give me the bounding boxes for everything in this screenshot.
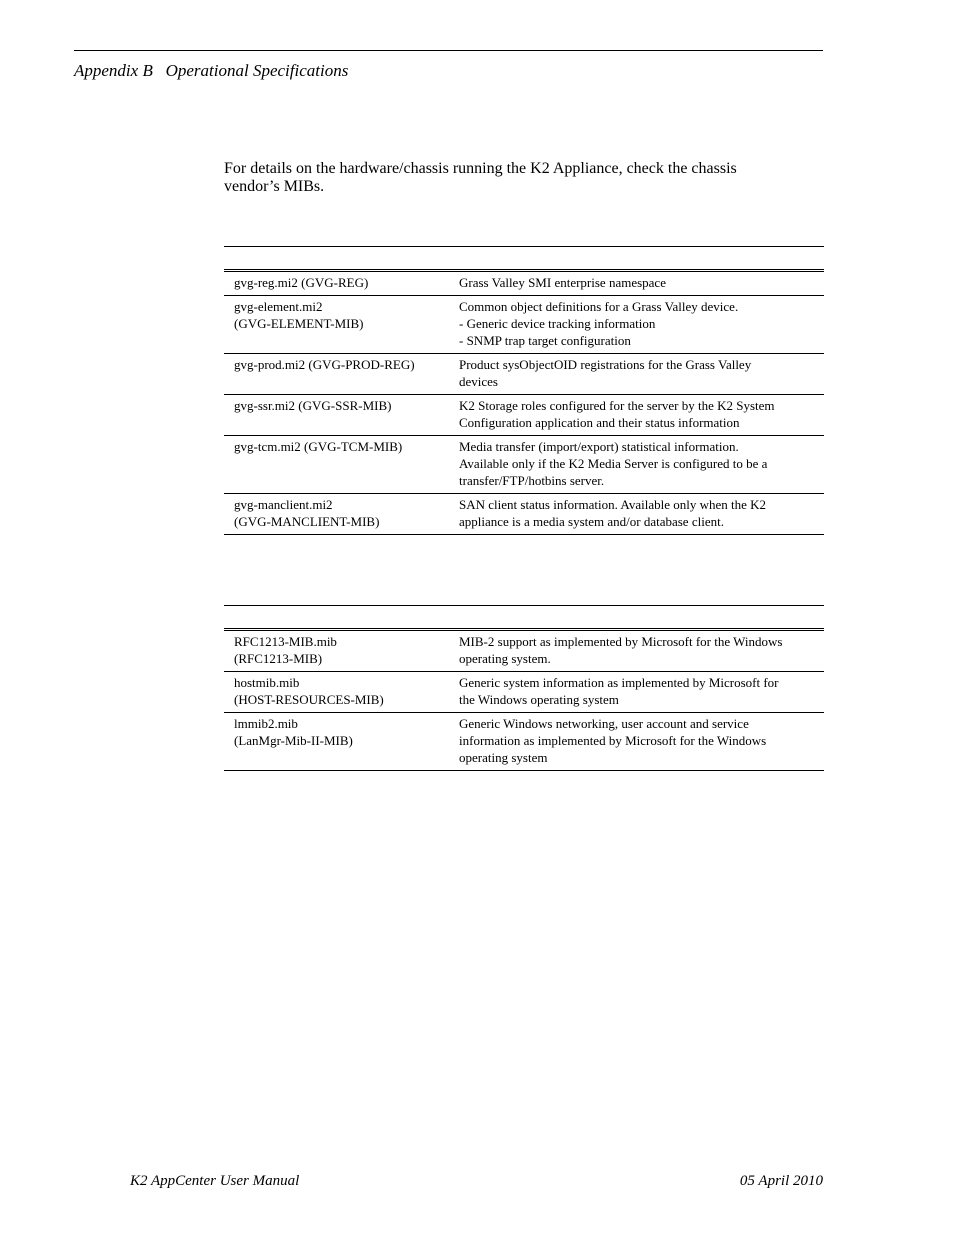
header-rule — [74, 50, 823, 51]
mib-name-cell — [224, 354, 459, 395]
mib-description-line: Grass Valley SMI enterprise namespace — [459, 275, 666, 290]
mib-description-cell — [459, 272, 824, 296]
mib-name-cell — [224, 494, 459, 535]
mib-name-line: (GVG-MANCLIENT-MIB) — [234, 514, 380, 529]
mib-description-line: - SNMP trap target configuration — [459, 333, 631, 348]
mib-name-cell — [224, 436, 459, 494]
table-row — [224, 296, 824, 354]
mib-description-cell — [459, 395, 824, 436]
mib-name-cell — [224, 296, 459, 354]
mib-name-line: (GVG-ELEMENT-MIB) — [234, 316, 364, 331]
mib-description-line: Configuration application and their status information — [459, 415, 740, 430]
mib-description-line: Media transfer (import/export) statistical information. — [459, 439, 739, 454]
mib-name-cell — [224, 631, 459, 672]
mib-description-line: Available only if the K2 Media Server is configured to be a — [459, 456, 768, 471]
table-row — [224, 272, 824, 296]
intro-line: vendor’s MIBs. — [224, 178, 325, 195]
mib-description-line: Generic Windows networking, user account and service — [459, 716, 749, 731]
mib-description-line: information as implemented by Microsoft for the Windows — [459, 733, 767, 748]
table-row — [224, 436, 824, 494]
mib-name-line: lmmib2.mib — [234, 716, 298, 731]
windows-table-top-rule — [224, 605, 824, 606]
mib-name-line: hostmib.mib — [234, 675, 300, 690]
mib-description-cell — [459, 494, 824, 535]
mib-description-line: devices — [459, 374, 498, 389]
footer-date: 05 April 2010 — [739, 1173, 823, 1189]
mib-description-cell — [459, 354, 824, 395]
footer-manual-title: K2 AppCenter User Manual — [130, 1173, 300, 1189]
mib-description-line: the Windows operating system — [459, 692, 619, 707]
mib-description-cell — [459, 713, 824, 771]
gvg-table-top-rule — [224, 246, 824, 247]
mib-description-line: transfer/FTP/hotbins server. — [459, 473, 605, 488]
mib-description-cell — [459, 436, 824, 494]
windows-mib-table — [224, 628, 824, 771]
mib-description-line: Common object definitions for a Grass Valley device. — [459, 299, 739, 314]
mib-name-line: (RFC1213-MIB) — [234, 651, 323, 666]
mib-description-cell — [459, 672, 824, 713]
table-row — [224, 395, 824, 436]
intro-line: For details on the hardware/chassis running the K2 Appliance, check the chassis — [224, 160, 737, 177]
mib-name-line: gvg-tcm.mi2 (GVG-TCM-MIB) — [234, 439, 403, 454]
running-header — [74, 61, 348, 81]
mib-name-cell — [224, 672, 459, 713]
mib-description-line: operating system — [459, 750, 548, 765]
mib-description-line: - Generic device tracking information — [459, 316, 656, 331]
mib-description-line: Generic system information as implemented by Microsoft for — [459, 675, 779, 690]
mib-description-line: SAN client status information. Available only when the K2 — [459, 497, 767, 512]
mib-name-line: RFC1213-MIB.mib — [234, 634, 337, 649]
mib-description-line: MIB-2 support as implemented by Microsoft for the Windows — [459, 634, 783, 649]
mib-name-cell — [224, 713, 459, 771]
table-row — [224, 631, 824, 672]
mib-name-line: gvg-element.mi2 — [234, 299, 323, 314]
mib-name-line: gvg-ssr.mi2 (GVG-SSR-MIB) — [234, 398, 392, 413]
mib-description-line: appliance is a media system and/or database client. — [459, 514, 724, 529]
table-row — [224, 713, 824, 771]
table-row — [224, 494, 824, 535]
mib-description-line: Product sysObjectOID registrations for the Grass Valley — [459, 357, 752, 372]
gvg-mib-table — [224, 269, 824, 535]
mib-description-line: operating system. — [459, 651, 551, 666]
table-row — [224, 354, 824, 395]
mib-description-cell — [459, 631, 824, 672]
mib-name-cell — [224, 395, 459, 436]
header-section: Appendix B — [74, 61, 153, 80]
mib-name-line: gvg-prod.mi2 (GVG-PROD-REG) — [234, 357, 415, 372]
mib-description-cell — [459, 296, 824, 354]
mib-name-line: gvg-manclient.mi2 — [234, 497, 333, 512]
header-title: Operational Specifications — [165, 61, 349, 80]
mib-name-line: gvg-reg.mi2 (GVG-REG) — [234, 275, 369, 290]
mib-name-line: (LanMgr-Mib-II-MIB) — [234, 733, 353, 748]
mib-description-line: K2 Storage roles configured for the server by the K2 System — [459, 398, 775, 413]
intro-paragraph — [224, 160, 824, 196]
table-row — [224, 672, 824, 713]
mib-name-line: (HOST-RESOURCES-MIB) — [234, 692, 384, 707]
mib-name-cell — [224, 272, 459, 296]
